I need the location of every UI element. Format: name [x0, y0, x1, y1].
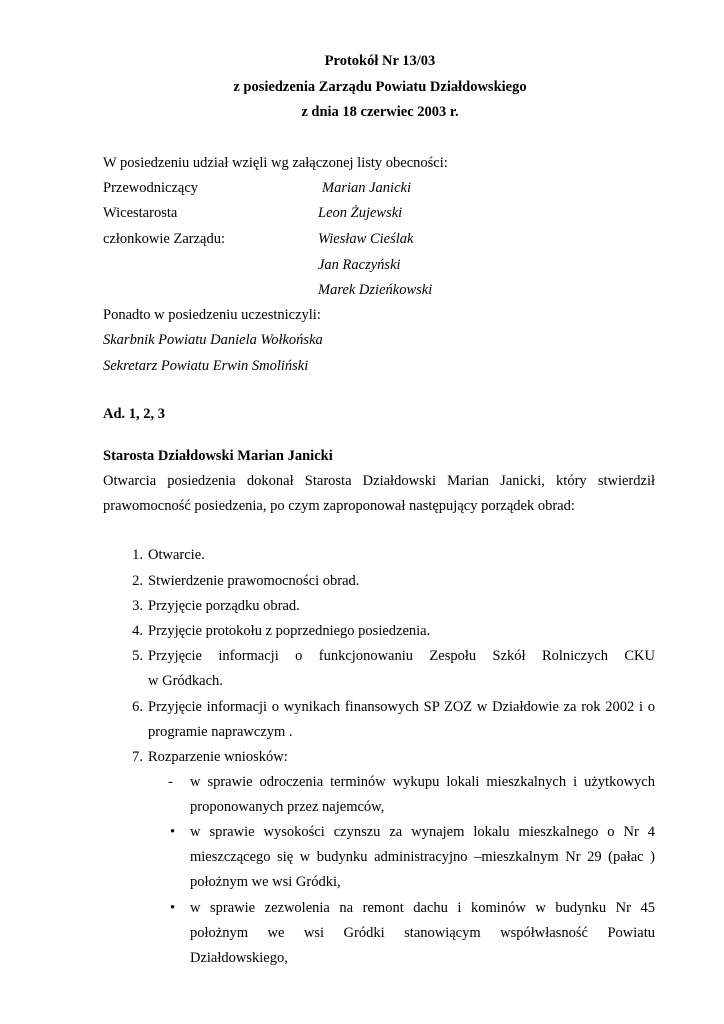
bullet-marker: • — [170, 900, 176, 916]
also-present-intro: Ponadto w posiedzeniu uczestniczyli: — [103, 307, 321, 323]
agenda-number: 3. — [132, 598, 143, 614]
agenda-number: 4. — [132, 623, 143, 639]
attendance-role: Wicestarosta — [103, 205, 178, 221]
agenda-item: Przyjęcie informacji o funkcjonowaniu Zespołu Szkół Rolniczych CKU — [148, 648, 655, 664]
protocol-subtitle: z posiedzenia Zarządu Powiatu Działdowskiego — [233, 79, 527, 95]
agenda-number: 7. — [132, 749, 143, 765]
paragraph-line: prawomocność posiedzenia, po czym zaproponował następujący porządek obrad: — [103, 498, 575, 514]
motion-item-continued: mieszczącego się w budynku administracyjno –mieszkalnym Nr 29 (pałac ) — [190, 849, 655, 865]
agenda-number: 5. — [132, 648, 143, 664]
motion-item-continued: położnym we wsi Gródki, — [190, 874, 341, 890]
agenda-item: Przyjęcie porządku obrad. — [148, 598, 300, 614]
agenda-item-continued: programie naprawczym . — [148, 724, 293, 740]
motion-item-continued: proponowanych przez najemców, — [190, 799, 385, 815]
protocol-date: z dnia 18 czerwiec 2003 r. — [301, 104, 459, 120]
bullet-marker: • — [170, 824, 176, 840]
agenda-number: 6. — [132, 699, 143, 715]
motion-item: w sprawie odroczenia terminów wykupu lokali mieszkalnych i użytkowych — [190, 774, 655, 790]
motion-item: w sprawie zezwolenia na remont dachu i kominów w budynku Nr 45 — [190, 900, 655, 916]
agenda-number: 2. — [132, 573, 143, 589]
protocol-title: Protokół Nr 13/03 — [324, 53, 436, 69]
motion-item-continued: Działdowskiego, — [190, 950, 288, 966]
attendance-name: Leon Żujewski — [318, 205, 403, 221]
agenda-item: Rozparzenie wniosków: — [148, 749, 288, 765]
attendance-name: Jan Raczyński — [318, 257, 401, 273]
paragraph-line: Otwarcia posiedzenia dokonał Starosta Działdowski Marian Janicki, który stwierdził — [103, 473, 655, 489]
agenda-item: Stwierdzenie prawomocności obrad. — [148, 573, 360, 589]
agenda-number: 1. — [132, 547, 143, 563]
agenda-item: Przyjęcie protokołu z poprzedniego posiedzenia. — [148, 623, 431, 639]
attendance-name: Marek Dzieńkowski — [318, 282, 433, 298]
attendance-intro: W posiedzeniu udział wzięli wg załączonej listy obecności: — [103, 155, 448, 171]
section-heading: Ad. 1, 2, 3 — [103, 406, 166, 422]
motion-item: w sprawie wysokości czynszu za wynajem lokalu mieszkalnego o Nr 4 — [190, 824, 655, 840]
attendance-role: członkowie Zarządu: — [103, 231, 225, 247]
dash-marker: - — [168, 774, 173, 790]
also-present-item: Sekretarz Powiatu Erwin Smoliński — [103, 358, 309, 374]
attendance-name: Wiesław Cieślak — [318, 231, 414, 247]
motion-item-continued: położnym we wsi Gródki stanowiącym współwłasność Powiatu — [190, 925, 655, 941]
also-present-item: Skarbnik Powiatu Daniela Wołkońska — [103, 332, 323, 348]
attendance-role: Przewodniczący — [103, 180, 199, 196]
agenda-item-continued: w Gródkach. — [148, 673, 223, 689]
speaker-heading: Starosta Działdowski Marian Janicki — [103, 448, 333, 464]
agenda-item: Przyjęcie informacji o wynikach finansowych SP ZOZ w Działdowie za rok 2002 i o — [148, 699, 655, 715]
agenda-item: Otwarcie. — [148, 547, 205, 563]
attendance-name: Marian Janicki — [322, 180, 411, 196]
